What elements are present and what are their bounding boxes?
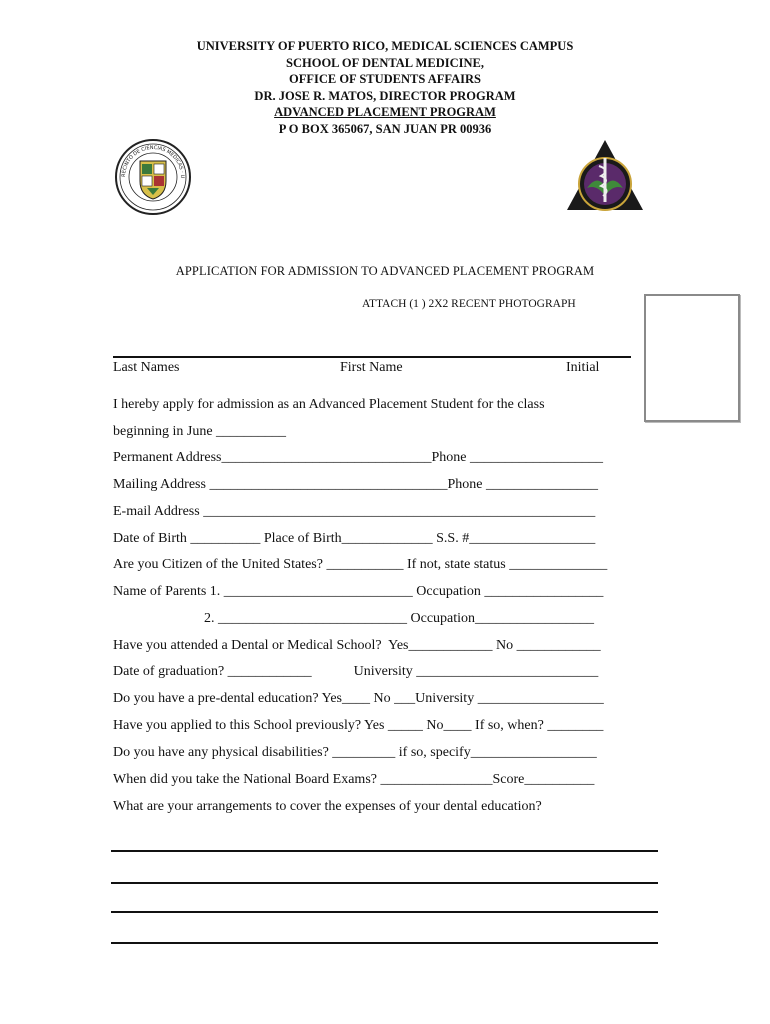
parent-2-field[interactable]: 2. ___________________________ Occupation_________________ <box>113 611 595 626</box>
pre-dental-education-field[interactable]: Do you have a pre-dental education? Yes____ No ___University __________________ <box>113 691 604 706</box>
header-university: UNIVERSITY OF PUERTO RICO, MEDICAL SCIENCES CAMPUS <box>196 39 574 53</box>
form-title: APPLICATION FOR ADMISSION TO ADVANCED PLACEMENT PROGRAM <box>175 264 595 278</box>
attach-photo-instruction: ATTACH (1 ) 2X2 RECENT PHOTOGRAPH <box>362 298 576 310</box>
university-seal-logo <box>113 137 193 217</box>
applied-previously-field[interactable]: Have you applied to this School previously? Yes _____ No____ If so, when? ________ <box>113 718 604 733</box>
answer-line[interactable] <box>111 942 658 944</box>
national-board-exams-field[interactable]: When did you take the National Board Exams? ________________Score__________ <box>113 772 595 787</box>
photo-box[interactable] <box>644 294 740 422</box>
answer-line[interactable] <box>111 882 658 884</box>
header-director: DR. JOSE R. MATOS, DIRECTOR PROGRAM <box>254 88 516 103</box>
header-block <box>0 38 770 137</box>
apply-statement: I hereby apply for admission as an Advanced Placement Student for the class <box>113 397 545 412</box>
email-address-field[interactable]: E-mail Address ________________________________________________________ <box>113 504 596 519</box>
beginning-june-field[interactable]: beginning in June __________ <box>113 424 287 439</box>
header-program: ADVANCED PLACEMENT PROGRAM <box>274 105 496 119</box>
parent-1-field[interactable]: Name of Parents 1. ___________________________ Occupation _________________ <box>113 584 604 599</box>
name-entry-line[interactable] <box>113 356 631 358</box>
permanent-address-field[interactable]: Permanent Address______________________________Phone ___________________ <box>113 450 603 465</box>
expenses-question: What are your arrangements to cover the expenses of your dental education? <box>113 799 542 814</box>
mailing-address-field[interactable]: Mailing Address __________________________________Phone ________________ <box>113 477 598 492</box>
first-name-label: First Name <box>340 360 403 375</box>
header-office: OFFICE OF STUDENTS AFFAIRS <box>288 72 482 86</box>
physical-disabilities-field[interactable]: Do you have any physical disabilities? _________ if so, specify__________________ <box>113 745 597 760</box>
header-address: P O BOX 365067, SAN JUAN PR 00936 <box>278 121 492 136</box>
answer-line[interactable] <box>111 850 658 852</box>
initial-label: Initial <box>566 360 600 375</box>
dental-emblem-logo <box>563 136 647 216</box>
graduation-date-field[interactable]: Date of graduation? ____________ University __________________________ <box>113 664 599 679</box>
seal-ring-text: RECINTO DE CIENCIAS MEDICAS · U <box>120 144 186 179</box>
attended-school-field[interactable]: Have you attended a Dental or Medical School? Yes____________ No ____________ <box>113 638 601 653</box>
answer-line[interactable] <box>111 911 658 913</box>
header-school: SCHOOL OF DENTAL MEDICINE, <box>286 55 484 70</box>
date-place-of-birth-field[interactable]: Date of Birth __________ Place of Birth_____________ S.S. #__________________ <box>113 531 596 546</box>
citizenship-field[interactable]: Are you Citizen of the United States? ___________ If not, state status ______________ <box>113 557 608 572</box>
last-names-label: Last Names <box>113 360 180 375</box>
